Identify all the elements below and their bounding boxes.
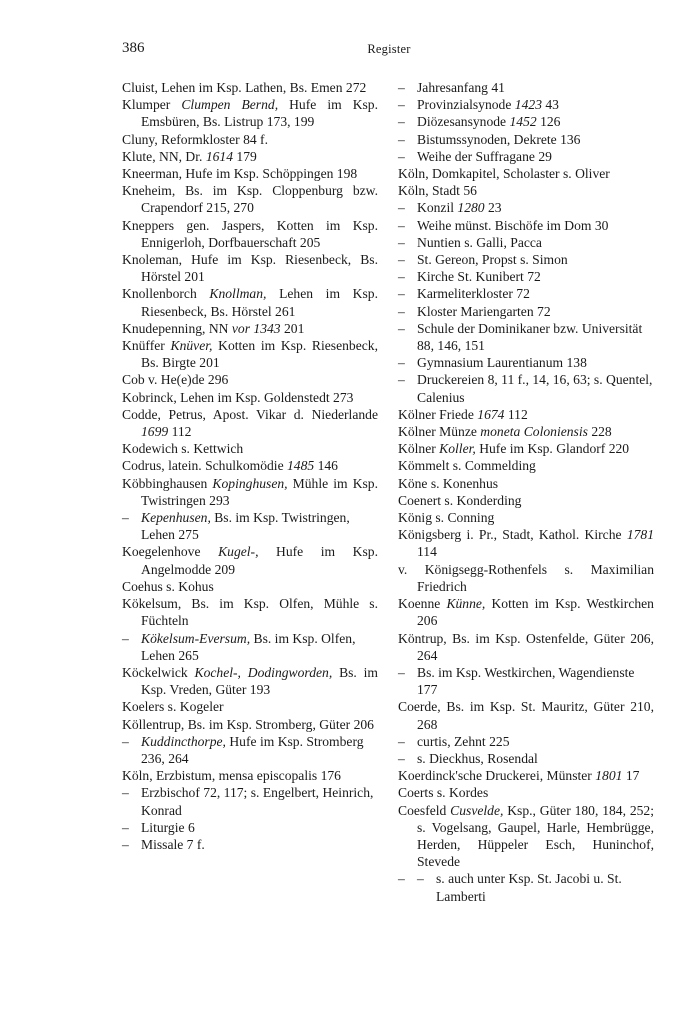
entry-text: s. auch unter Ksp. St. Jacobi u. St. Lamberti [436,871,622,904]
entry-text: 126 [536,114,561,130]
index-entry [122,320,378,337]
entry-text: Hufe im Ksp. Emsbüren, Bs. Listrup 173, 199 [141,97,378,130]
index-entry [122,767,378,784]
index-entry [398,371,654,405]
index-entry [122,784,378,818]
index-entry [122,509,378,543]
entry-text: Klute, NN, Dr. [122,148,206,164]
entry-text: 201 [280,320,305,336]
entry-text: Koelers s. Kogeler [122,699,224,715]
index-entry [398,784,654,801]
subentry-dash: – [398,80,405,95]
index-entry [122,819,378,836]
entry-text: Jahresanfang 41 [417,80,505,95]
index-entry [122,578,378,595]
entry-text: Druckereien 8, 11 f., 14, 16, 63; s. Quentel, Calenius [417,372,653,405]
index-entry [122,664,378,698]
entry-text: Diözesansynode [417,114,510,130]
entry-text: 146 [314,458,338,474]
subentry-dash: – [122,836,129,852]
entry-text: Codde, Petrus, Apost. Vikar d. Niederlande [122,406,378,422]
entry-text: Hufe im Ksp. Angelmodde 209 [141,544,378,577]
entry-text: Kneheim, Bs. im Ksp. Cloppenburg bzw. Crapendorf 215, 270 [122,183,378,216]
index-entry [398,234,654,251]
subentry-dash: – [398,664,405,680]
index-entry [122,285,378,319]
entry-text: Coerde, Bs. im Ksp. St. Mauritz, Güter 210, 268 [398,699,654,732]
index-entry [398,750,654,767]
subentry-dash: – [398,372,405,388]
index-entry [398,251,654,268]
entry-text: Hufe im Ksp. Stromberg 236, 264 [141,733,364,766]
index-entry [122,251,378,285]
entry-text: Bistumssynoden, Dekrete 136 [417,131,581,147]
index-entry [122,131,378,148]
entry-italic-text: 1280 [457,200,485,216]
entry-italic-text: Kökelsum-Eversum, [141,630,251,646]
entry-italic-text: 1699 [141,424,169,440]
entry-text: Bs. im Ksp. Westkirchen, Wagendienste 177 [417,664,635,698]
entry-text: Köln, Erzbistum, mensa episcopalis 176 [122,768,341,784]
index-entry [122,337,378,371]
entry-text: Provinzialsynode [417,97,515,113]
entry-text: Köln, Stadt 56 [398,183,477,199]
entry-text: Köntrup, Bs. im Ksp. Ostenfelde, Güter 206, 264 [398,630,654,663]
subentry-dash: – [398,871,405,887]
entry-text: Missale 7 f. [141,836,205,852]
entry-italic-text: Kopinghusen, [212,475,288,491]
entry-text: Kneppers gen. Jaspers, Kotten im Ksp. Ennigerloh, Dorfbauerschaft 205 [122,217,378,250]
subentry-dash: – [398,148,405,164]
index-entry [398,630,654,664]
entry-text: Bs. im Ksp. Olfen, Lehen 265 [141,630,356,663]
index-entry [398,440,654,457]
entry-text: Kneerman, Hufe im Ksp. Schöppingen 198 [122,166,358,182]
index-entry [398,492,654,509]
entry-italic-text: 1423 [514,97,542,113]
entry-text: 17 [622,768,640,784]
index-entry [398,423,654,440]
index-entry [398,165,654,182]
entry-text: Knudepenning, NN [122,320,232,336]
index-entry [122,475,378,509]
entry-text: Kölner [398,441,440,457]
entry-text: Kobrinck, Lehen im Ksp. Goldenstedt 273 [122,389,354,405]
index-entry [398,96,654,113]
index-entry [122,836,378,853]
subentry-dash: – [398,269,405,285]
entry-text: Weihe münst. Bischöfe im Dom 30 [417,217,609,233]
index-entry [122,543,378,577]
index-entry [122,630,378,664]
entry-text: Koenne [398,596,447,612]
index-entry [122,217,378,251]
entry-text: Klumper [122,97,182,113]
entry-italic-text: 1781 [626,527,654,543]
entry-italic-text: 1485 [287,458,315,474]
subentry-dash: – [398,200,405,216]
entry-italic-text: vor 1343 [231,320,281,336]
entry-text: Köne s. Konenhus [398,475,499,491]
entry-text: Köckelwick [122,664,195,680]
index-column-left [122,79,378,853]
entry-italic-text: moneta Coloniensis [480,424,588,440]
index-entry [398,303,654,320]
subentry-dash: – [398,217,405,233]
subentry-dash: – [398,234,405,250]
index-entry [122,165,378,182]
index-entry [398,285,654,302]
index-entry [398,526,654,560]
entry-text: Koegelenhove [122,544,219,560]
subentry-dash: – [398,114,405,130]
entry-text: Lehen im Ksp. Riesenbeck, Bs. Hörstel 261 [141,286,378,319]
index-entry [398,217,654,234]
index-entry [398,268,654,285]
index-entry [398,698,654,732]
entry-text: Knollenborch [122,286,210,302]
entry-text: 43 [541,97,559,113]
subentry-dash: – [398,286,405,302]
index-column-right [398,79,654,905]
entry-text: Nuntien s. Galli, Pacca [417,234,542,250]
entry-italic-text: Kochel-, Dodingworden, [194,664,333,680]
subentry-dash: – [398,733,405,749]
entry-text: v. Königsegg-Rothenfels s. Maximilian Friedrich [398,561,654,594]
index-entry [398,320,654,354]
subentry-dash: – [398,131,405,147]
entry-text: Königsberg i. Pr., Stadt, Kathol. Kirche [398,527,627,543]
index-entry [122,182,378,216]
subentry-dash: – [122,510,129,526]
index-entry [398,802,654,871]
entry-text: Coerts s. Kordes [398,785,489,801]
entry-text: St. Gereon, Propst s. Simon [417,252,568,268]
entry-text: Köln, Domkapitel, Scholaster s. Oliver [398,166,610,182]
entry-text: Hufe im Ksp. Glandorf 220 [475,441,630,457]
entry-text: 228 [587,424,612,440]
entry-text: Kotten im Ksp. Westkirchen 206 [417,596,654,629]
entry-italic-text: 1452 [509,114,537,130]
subentry-dash: – [122,785,129,801]
entry-text: Knüffer [122,338,171,354]
index-entry [122,716,378,733]
entry-text: Schule der Dominikaner bzw. Universität 88, 146, 151 [417,320,643,354]
index-entry [398,131,654,148]
entry-text: Cob v. He(e)de 296 [122,372,229,388]
entry-italic-text: Künne, [446,596,486,612]
subentry-dash: – [398,252,405,268]
entry-text: Köbbinghausen [122,475,213,491]
index-entry [398,199,654,216]
entry-text: 23 [484,200,502,216]
entry-text: Erzbischof 72, 117; s. Engelbert, Heinrich, Konrad [141,785,374,818]
entry-text: Bs. im Ksp. Twistringen, Lehen 275 [141,510,350,543]
entry-italic-text: Cusvelde, [450,802,504,818]
entry-italic-text: Kugel-, [218,544,259,560]
entry-text: 112 [168,424,192,440]
subentry-dash: – [398,97,405,113]
entry-text: Coenert s. Konderding [398,492,522,508]
entry-italic-text: Knüver, [170,338,213,354]
entry-italic-text: Knollman, [209,286,267,302]
index-entry [398,354,654,371]
subentry-dash: – [122,819,129,835]
index-entry [398,733,654,750]
entry-text: Karmeliterkloster 72 [417,286,530,302]
entry-italic-text: 1801 [595,768,623,784]
entry-text: Kirche St. Kunibert 72 [417,269,541,285]
entry-italic-text: Koller, [439,441,476,457]
index-entry [398,561,654,595]
index-entry [398,595,654,629]
index-entry [398,509,654,526]
index-entry [398,148,654,165]
index-entry [122,371,378,388]
entry-text: curtis, Zehnt 225 [417,733,510,749]
entry-italic-text: 1674 [477,406,505,422]
entry-text: Kölner Münze [398,424,481,440]
entry-text: Ksp., Güter 180, 184, 252; s. Vogelsang, Gaupel, Harle, Hembrügge, Herden, Hüppeler Esch, Huninchof, Stevede [417,802,654,870]
index-entry [398,182,654,199]
index-entry [122,457,378,474]
entry-italic-text: Kuddincthorpe, [141,733,226,749]
entry-text: Kloster Mariengarten 72 [417,303,551,319]
entry-text: Codrus, latein. Schulkomödie [122,458,287,474]
entry-italic-text: 1614 [205,148,234,164]
entry-text: Kökelsum, Bs. im Ksp. Olfen, Mühle s. Füchteln [122,596,378,629]
index-entry [398,475,654,492]
index-entry [398,870,654,904]
entry-text: Mühle im Ksp. Twistringen 293 [141,475,378,508]
subentry-dash: – [398,355,405,371]
subentry-dash: – [417,871,424,887]
index-entry [122,79,378,96]
index-entry [122,595,378,629]
index-entry [398,664,654,698]
entry-text: Bs. im Ksp. Vreden, Güter 193 [141,664,378,698]
index-entry [122,148,378,165]
entry-italic-text: Clumpen Bernd, [181,97,279,113]
entry-text: Cluist, Lehen im Ksp. Lathen, Bs. Emen 272 [122,80,367,95]
entry-text: Gymnasium Laurentianum 138 [417,355,587,371]
entry-text: Coesfeld [398,802,451,818]
subentry-dash: – [122,630,129,646]
subentry-dash: – [398,303,405,319]
entry-text: Liturgie 6 [141,819,195,835]
entry-text: Cluny, Reformkloster 84 f. [122,131,268,147]
index-entry [122,440,378,457]
page-number: 386 [122,40,145,56]
entry-text: Knoleman, Hufe im Ksp. Riesenbeck, Bs. Hörstel 201 [122,252,378,285]
entry-text: 179 [233,148,257,164]
index-entry [398,406,654,423]
entry-text: Weihe der Suffragane 29 [417,148,552,164]
index-entry [122,96,378,130]
index-entry [122,389,378,406]
entry-text: s. Dieckhus, Rosendal [417,750,538,766]
entry-text: Coehus s. Kohus [122,578,214,594]
entry-text: Koerdinck'sche Druckerei, Münster [398,768,596,784]
index-entry [398,767,654,784]
index-entry [398,79,654,96]
entry-text: König s. Conning [398,510,495,526]
index-entry [122,406,378,440]
entry-text: Köllentrup, Bs. im Ksp. Stromberg, Güter 206 [122,716,374,732]
entry-text: Kotten im Ksp. Riesenbeck, Bs. Birgte 201 [141,338,378,371]
entry-text: 112 [504,406,528,422]
entry-text: Konzil [417,200,458,216]
subentry-dash: – [398,750,405,766]
entry-text: Kömmelt s. Commelding [398,458,536,474]
entry-text: Kölner Friede [398,406,478,422]
index-entry [398,113,654,130]
entry-text: 114 [417,544,437,560]
subentry-dash: – [122,733,129,749]
entry-italic-text: Kepenhusen, [141,510,211,526]
index-entry [122,698,378,715]
index-entry [398,457,654,474]
running-title: Register [367,42,411,56]
entry-text: Kodewich s. Kettwich [122,441,244,457]
page-header [122,40,656,60]
index-entry [122,733,378,767]
subentry-dash: – [398,320,405,336]
